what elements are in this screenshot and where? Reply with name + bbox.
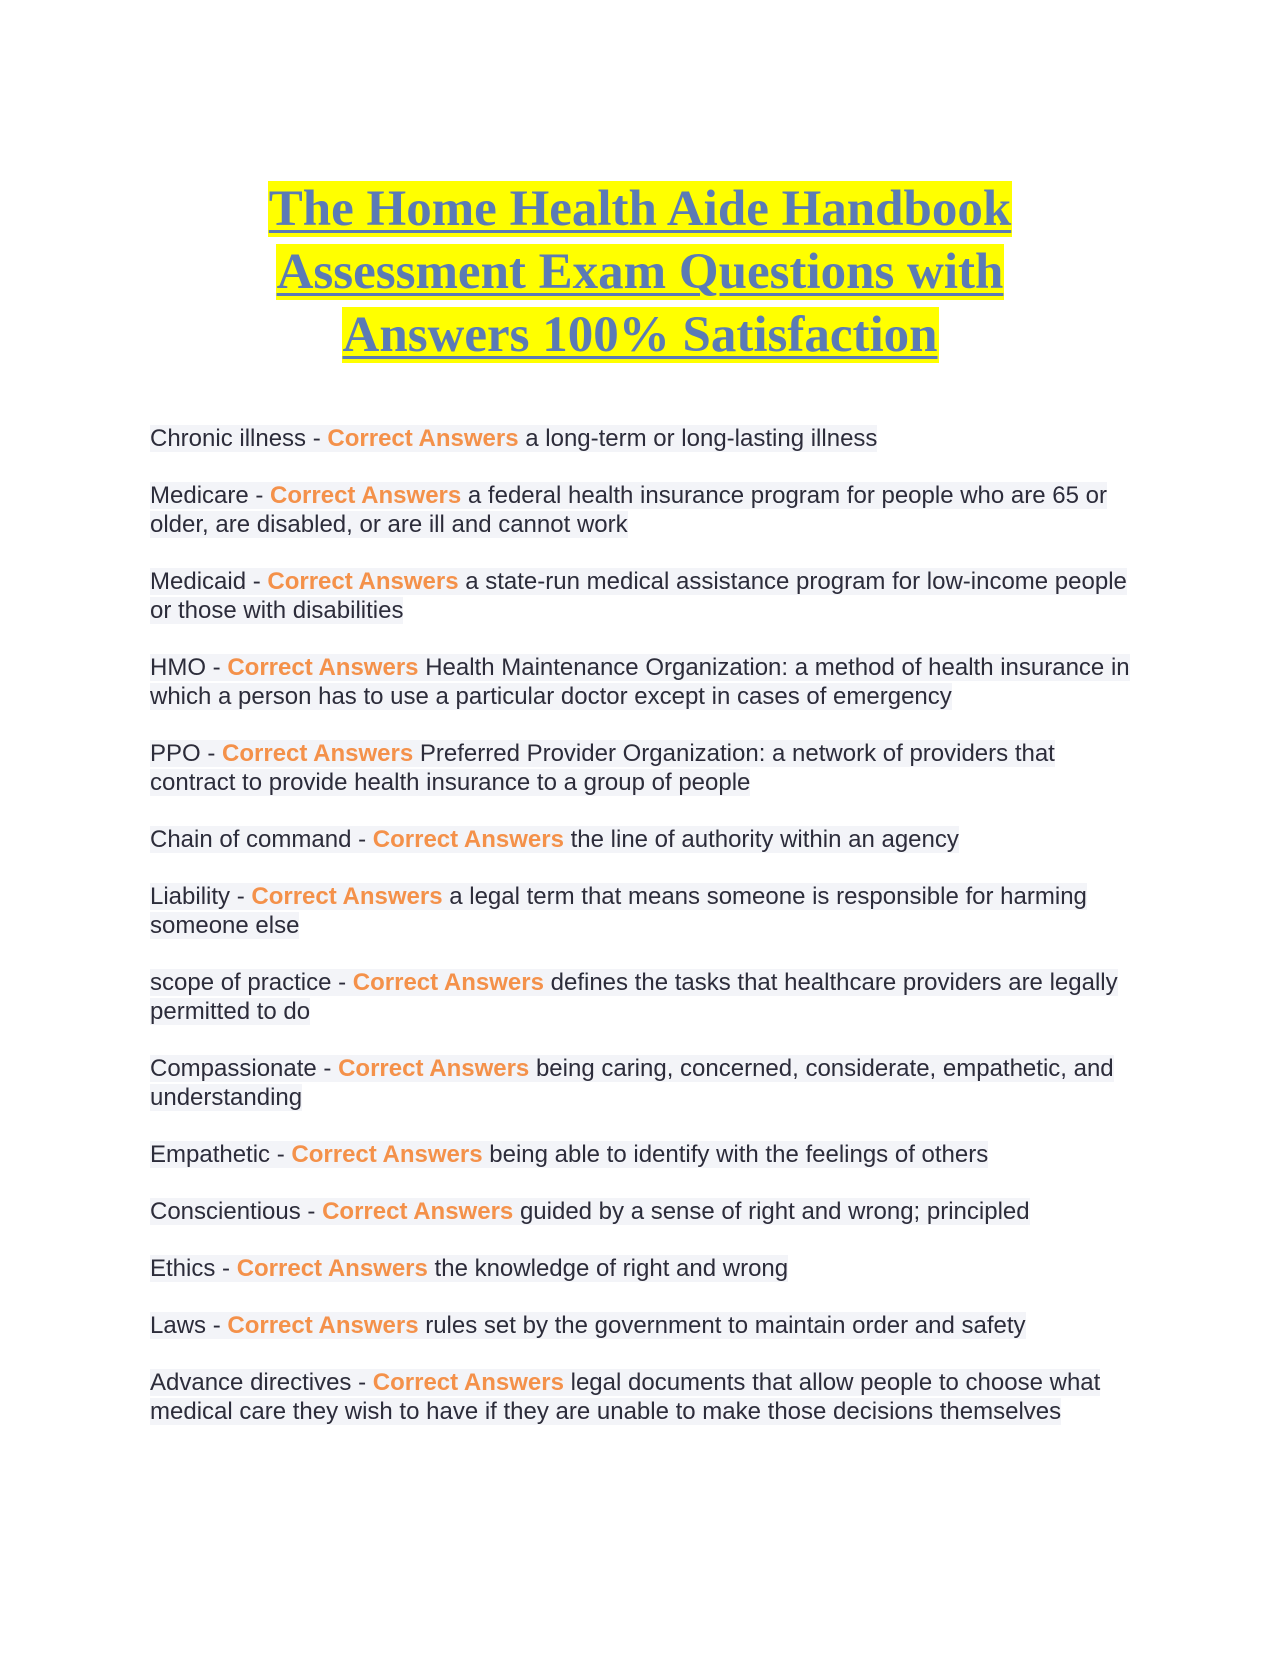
qa-item-text: [150, 1055, 1114, 1111]
qa-term: HMO: [150, 654, 206, 681]
qa-definition: being caring, concerned, considerate, empathetic, and understanding: [150, 1055, 1114, 1111]
qa-term: Compassionate: [150, 1055, 317, 1082]
qa-item-text: [150, 482, 1107, 538]
qa-separator: -: [248, 482, 271, 509]
qa-definition: the line of authority within an agency: [570, 826, 959, 853]
qa-item-text: [150, 425, 877, 452]
correct-answers-label: Correct Answers: [327, 425, 519, 452]
qa-separator: -: [351, 1369, 373, 1396]
correct-answers-label: Correct Answers: [322, 1198, 514, 1225]
qa-definition: a legal term that means someone is responsible for harming someone else: [150, 883, 1087, 939]
qa-separator: -: [270, 1141, 292, 1168]
qa-item: [150, 1140, 1135, 1169]
qa-definition: legal documents that allow people to choose what medical care they wish to have if they are unable to make those decisions themselves: [150, 1369, 1101, 1425]
correct-answers-label: Correct Answers: [236, 1255, 428, 1282]
correct-answers-label: Correct Answers: [227, 1312, 419, 1339]
qa-item: [150, 739, 1135, 797]
qa-item-text: [150, 740, 1055, 796]
correct-answers-label: Correct Answers: [251, 883, 443, 910]
correct-answers-label: Correct Answers: [227, 654, 419, 681]
qa-separator: -: [215, 1255, 237, 1282]
correct-answers-label: Correct Answers: [372, 1369, 564, 1396]
qa-item: [150, 424, 1135, 453]
qa-term: Advance directives: [150, 1369, 352, 1396]
qa-item-text: [150, 568, 1127, 624]
qa-item-text: [150, 1198, 1030, 1225]
qa-item: [150, 968, 1135, 1026]
qa-item-text: [150, 1369, 1100, 1425]
qa-separator: -: [316, 1055, 339, 1082]
qa-item: [150, 481, 1135, 539]
qa-definition: being able to identify with the feelings of others: [489, 1141, 989, 1168]
qa-separator: -: [246, 568, 268, 595]
qa-item: [150, 1054, 1135, 1112]
qa-item: [150, 1254, 1135, 1283]
qa-term: Conscientious: [150, 1198, 301, 1225]
qa-item-text: [150, 1255, 788, 1282]
qa-separator: -: [300, 1198, 323, 1225]
qa-item-text: [150, 1141, 988, 1168]
document-title-text: The Home Health Aide Handbook Assessment Exam Questions with Answers 100% Satisfaction: [268, 181, 1012, 363]
qa-item-text: [150, 1312, 1026, 1339]
qa-separator: -: [331, 969, 353, 996]
qa-definition: Health Maintenance Organization: a method of health insurance in which a person has to use a particular doctor except in cases of emergency: [150, 654, 1130, 710]
qa-item: [150, 882, 1135, 940]
document-title: [190, 178, 1090, 367]
qa-term: Chain of command: [150, 826, 352, 853]
qa-item: [150, 1368, 1135, 1426]
correct-answers-label: Correct Answers: [291, 1141, 483, 1168]
qa-definition: guided by a sense of right and wrong; principled: [519, 1198, 1030, 1225]
qa-item-text: [150, 826, 959, 853]
qa-item: [150, 825, 1135, 854]
qa-item: [150, 567, 1135, 625]
qa-definition: a federal health insurance program for people who are 65 or older, are disabled, or are ill and cannot work: [150, 482, 1107, 538]
qa-list: [150, 424, 1135, 1454]
qa-item: [150, 1197, 1135, 1226]
qa-item: [150, 1311, 1135, 1340]
correct-answers-label: Correct Answers: [352, 969, 544, 996]
correct-answers-label: Correct Answers: [222, 740, 414, 767]
correct-answers-label: Correct Answers: [372, 826, 564, 853]
qa-definition: rules set by the government to maintain order and safety: [425, 1312, 1026, 1339]
correct-answers-label: Correct Answers: [338, 1055, 530, 1082]
qa-term: Empathetic: [150, 1141, 271, 1168]
correct-answers-label: Correct Answers: [270, 482, 462, 509]
qa-definition: a long-term or long-lasting illness: [525, 425, 878, 452]
qa-definition: Preferred Provider Organization: a network of providers that contract to provide health insurance to a group of people: [150, 740, 1055, 796]
correct-answers-label: Correct Answers: [267, 568, 459, 595]
qa-item-text: [150, 654, 1130, 710]
qa-term: Medicare: [150, 482, 249, 509]
qa-definition: defines the tasks that healthcare providers are legally permitted to do: [150, 969, 1118, 1025]
qa-separator: -: [351, 826, 373, 853]
qa-term: Ethics: [150, 1255, 216, 1282]
qa-item: [150, 653, 1135, 711]
qa-term: Liability: [150, 883, 231, 910]
qa-definition: a state-run medical assistance program for low-income people or those with disabilities: [150, 568, 1127, 624]
qa-term: Medicaid: [150, 568, 247, 595]
qa-separator: -: [306, 425, 328, 452]
qa-term: Laws: [150, 1312, 207, 1339]
qa-separator: -: [230, 883, 252, 910]
qa-separator: -: [206, 654, 228, 681]
qa-term: PPO: [150, 740, 201, 767]
qa-term: Chronic illness: [150, 425, 307, 452]
qa-definition: the knowledge of right and wrong: [434, 1255, 789, 1282]
qa-item-text: [150, 969, 1118, 1025]
qa-item-text: [150, 883, 1087, 939]
qa-separator: -: [206, 1312, 228, 1339]
qa-separator: -: [200, 740, 223, 767]
qa-term: scope of practice: [150, 969, 332, 996]
